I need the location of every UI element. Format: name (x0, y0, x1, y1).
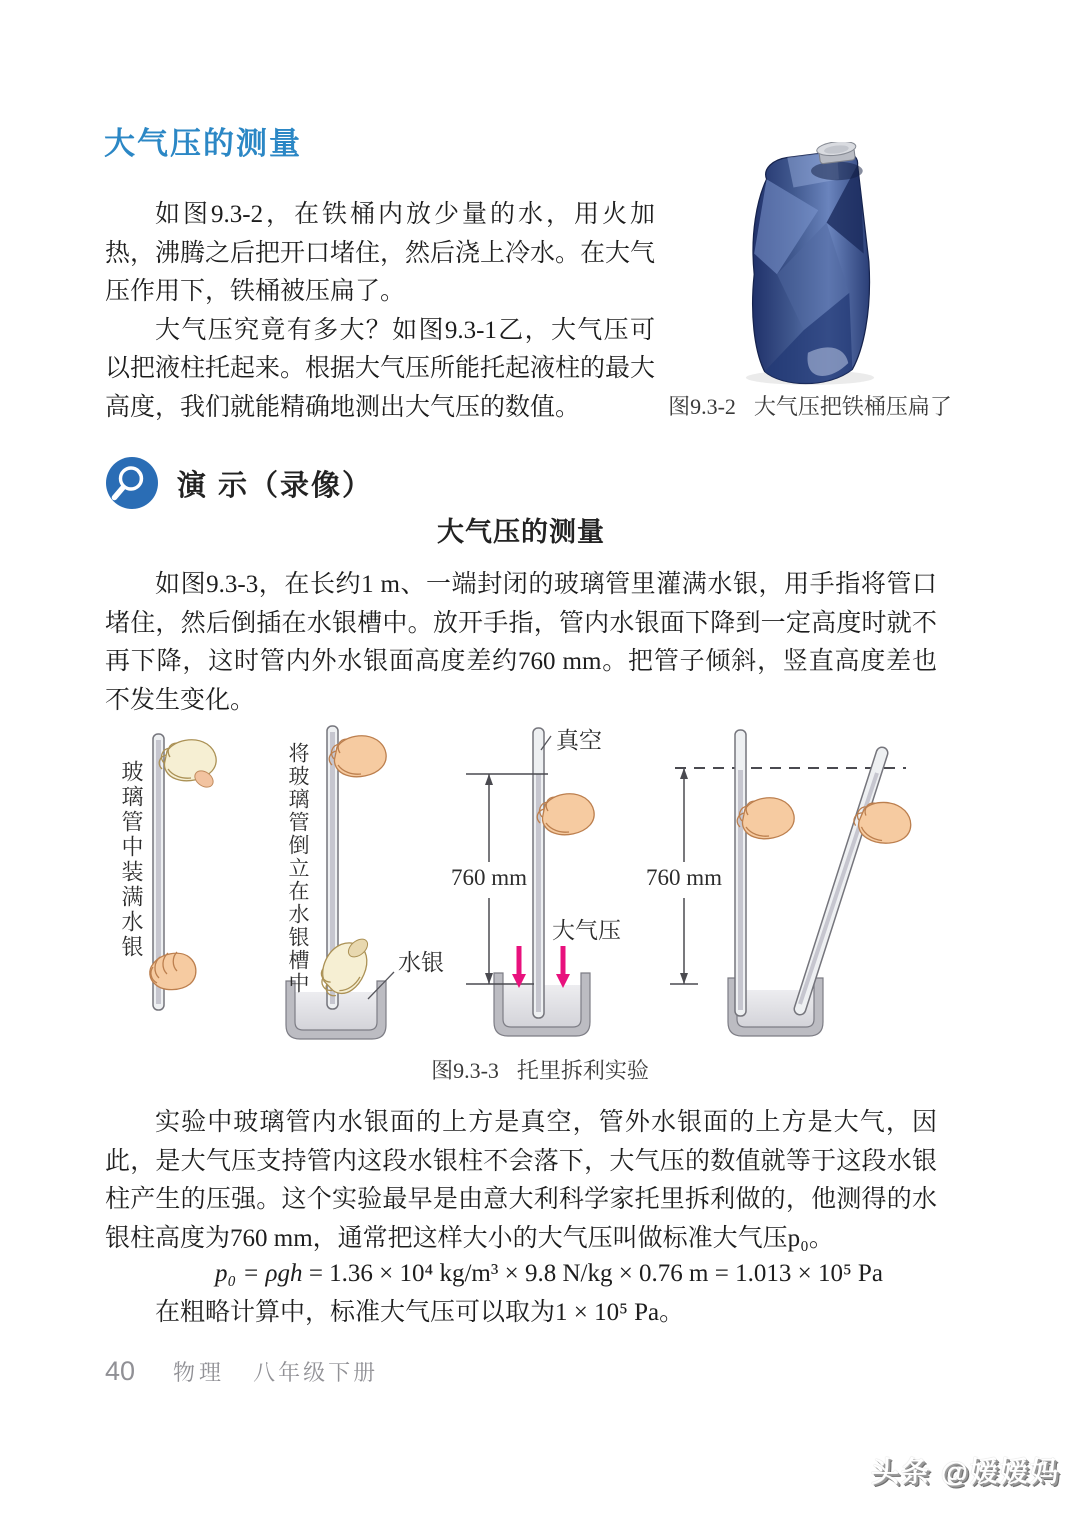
label-vacuum: 真空 (556, 728, 602, 753)
figure-caption (100, 1054, 980, 1085)
diagram-a-tube-filled (150, 734, 216, 1010)
torricelli-diagram (100, 716, 980, 1046)
label-tube-inverted: 将玻璃管倒立在水银槽中 (286, 742, 310, 995)
paragraph-how-big: 大气压究竟有多大？如图9.3-1乙，大气压可以把液柱托起来。根据大气压所能托起液柱的最大高度，我们就能精确地测出大气压的数值。 (105, 316, 656, 421)
footer-volume: 八年级下册 (253, 1360, 379, 1385)
section-heading: 大气压的测量 (104, 126, 302, 161)
demo-section-header (105, 456, 373, 510)
crushed-can-illustration (706, 142, 914, 390)
hand (537, 794, 594, 835)
paragraph-rough-value: 在粗略计算中，标准大气压可以取为1 × 10⁵ Pa。 (155, 1299, 685, 1326)
label-760mm-left: 760 mm (450, 865, 528, 890)
figure-caption-text: 大气压把铁桶压扁了 (753, 394, 952, 419)
demo-subtitle: 大气压的测量 (437, 517, 605, 547)
paragraph-iron-bucket: 如图9.3-2，在铁桶内放少量的水，用火加热，沸腾之后把开口堵住，然后浇上冷水。在大气压作用下，铁桶被压扁了。 (105, 201, 656, 305)
magnifier-icon (105, 456, 159, 510)
figure-caption (655, 390, 965, 421)
figure-caption-text: 托里拆利实验 (516, 1058, 649, 1083)
figure-9-3-2 (655, 142, 965, 421)
intro-text (105, 196, 655, 427)
demo-title: 演 示（录像） (177, 469, 374, 502)
formula-values: = 1.36 × 10⁴ kg/m³ × 9.8 N/kg × 0.76 m = 1.013 × 10⁵ Pa (302, 1260, 883, 1287)
label-mercury: 水银 (398, 950, 444, 975)
figure-number: 图9.3-3 (431, 1058, 499, 1083)
watermark: 头条 @嫒嫒妈 (870, 1456, 1060, 1487)
footer-subject: 物理 (173, 1360, 226, 1385)
figure-number: 图9.3-2 (668, 394, 736, 419)
label-tube-filled: 玻璃管中装满水银 (119, 760, 144, 960)
page-number: 40 (105, 1356, 136, 1386)
pressure-formula (215, 1254, 975, 1294)
label-atmosphere: 大气压 (552, 918, 621, 943)
paragraph-experiment-explanation: 实验中玻璃管内水银面的上方是真空，管外水银面的上方是大气，因此，是大气压支持管内这段水银柱不会落下，大气压的数值就等于这段水银柱产生的压强。这个实验最早是由意大利科学家托里拆利做的，他测得的水银柱高度为760 mm，通常把这样大小的大气压叫做标准大气压p₀。 (105, 1109, 937, 1252)
label-760mm-right: 760 mm (645, 865, 723, 890)
page-footer (105, 1356, 378, 1387)
paragraph-torricelli-setup: 如图9.3-3，在长约1 m、一端封闭的玻璃管里灌满水银，用手指将管口堵住，然后倒插在水银槽中。放开手指，管内水银面下降到一定高度时就不再下降，这时管内外水银面高度差约760 mm。把管子倾斜，竖直高度差也不发生变化。 (105, 571, 937, 714)
formula-variables: p₀ = ρgh (215, 1260, 303, 1287)
figure-9-3-3 (100, 716, 980, 1096)
